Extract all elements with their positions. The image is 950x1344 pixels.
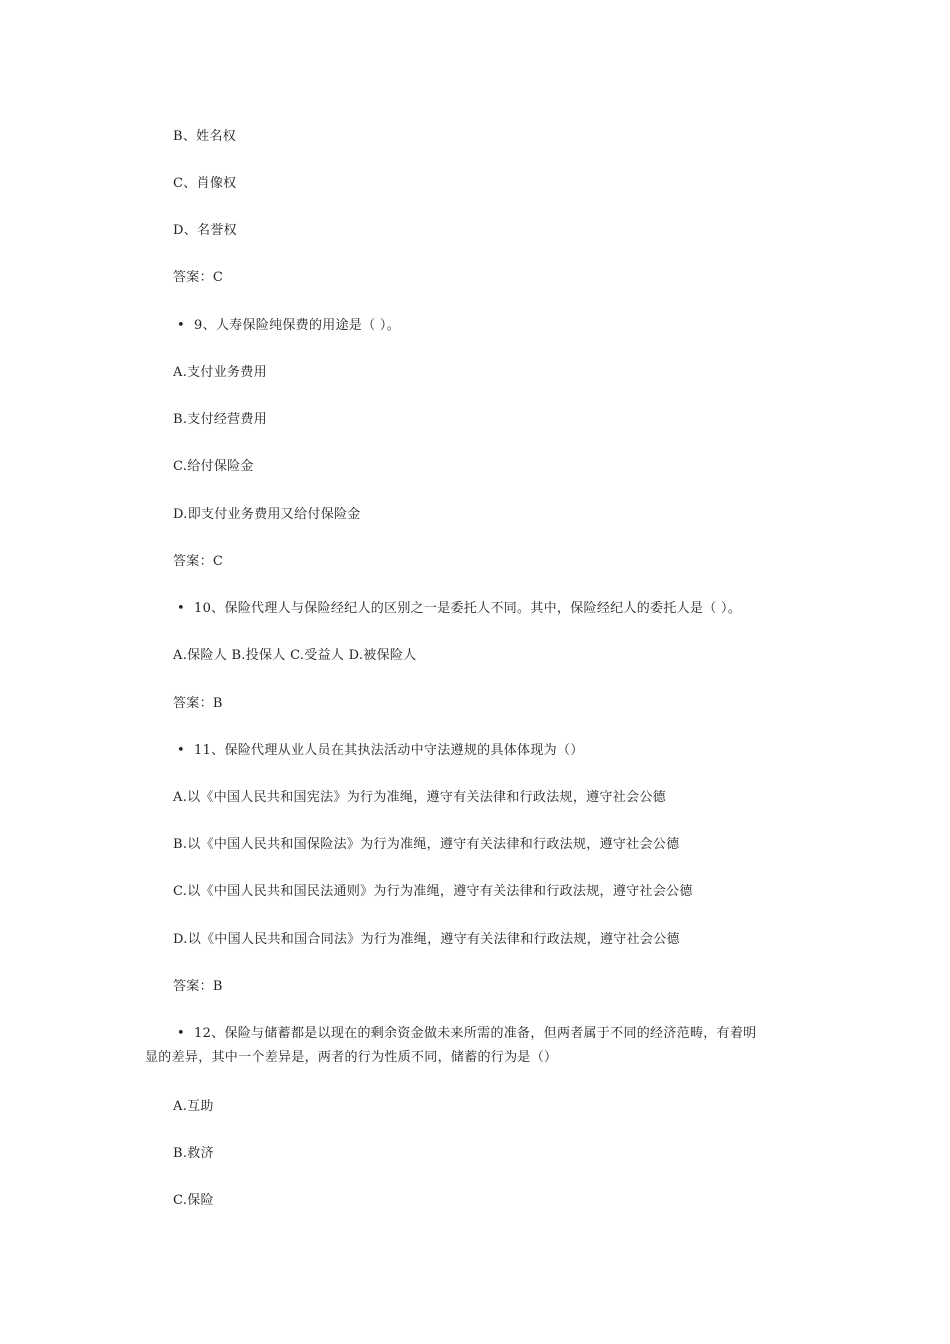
bullet-icon: • [177,1026,185,1041]
q11-text: 11、保险代理从业人员在其执法活动中守法遵规的具体体现为（） [194,743,584,758]
q8-answer: 答案：C [173,270,224,285]
q8-option-c: C、肖像权 [173,176,237,191]
bullet-icon: • [177,601,185,616]
q10-options: A.保险人 B.投保人 C.受益人 D.被保险人 [173,648,417,663]
q11-option-d: D.以《中国人民共和国合同法》为行为准绳，遵守有关法律和行政法规，遵守社会公德 [173,932,680,947]
q9-text: 9、人寿保险纯保费的用途是（ ）。 [194,318,401,333]
q9-option-b: B.支付经营费用 [173,412,268,427]
q10-answer: 答案：B [173,696,223,711]
q9-option-a: A.支付业务费用 [173,365,267,380]
bullet-icon: • [177,318,185,333]
q12-line-1 [145,1022,815,1046]
q9-option-d: D.即支付业务费用又给付保险金 [173,507,361,522]
q10-question [177,599,741,619]
q9-answer: 答案：C [173,554,224,569]
q11-option-a: A.以《中国人民共和国宪法》为行为准绳，遵守有关法律和行政法规，遵守社会公德 [173,790,666,805]
bullet-icon: • [177,743,185,758]
q12-line-2: 显的差异，其中一个差异是，两者的行为性质不同，储蓄的行为是（） [145,1050,558,1065]
q12-question [145,1022,815,1070]
q8-option-d: D、名誉权 [173,223,237,238]
q11-question [177,741,584,761]
q9-question [177,316,400,336]
q11-option-b: B.以《中国人民共和国保险法》为行为准绳，遵守有关法律和行政法规，遵守社会公德 [173,837,680,852]
q12-option-b: B.救济 [173,1146,214,1161]
q12-option-c: C.保险 [173,1193,214,1208]
q12-text-line1: 12、保险与储蓄都是以现在的剩余资金做未来所需的准备，但两者属于不同的经济范畴，有着明 [194,1026,757,1041]
q11-option-c: C.以《中国人民共和国民法通则》为行为准绳，遵守有关法律和行政法规，遵守社会公德 [173,884,693,899]
q10-text: 10、保险代理人与保险经纪人的区别之一是委托人不同。其中，保险经纪人的委托人是（ ）。 [194,601,742,616]
q12-option-a: A.互助 [173,1099,214,1114]
q11-answer: 答案：B [173,979,223,994]
q9-option-c: C.给付保险金 [173,459,254,474]
q8-option-b: B、姓名权 [173,129,237,144]
